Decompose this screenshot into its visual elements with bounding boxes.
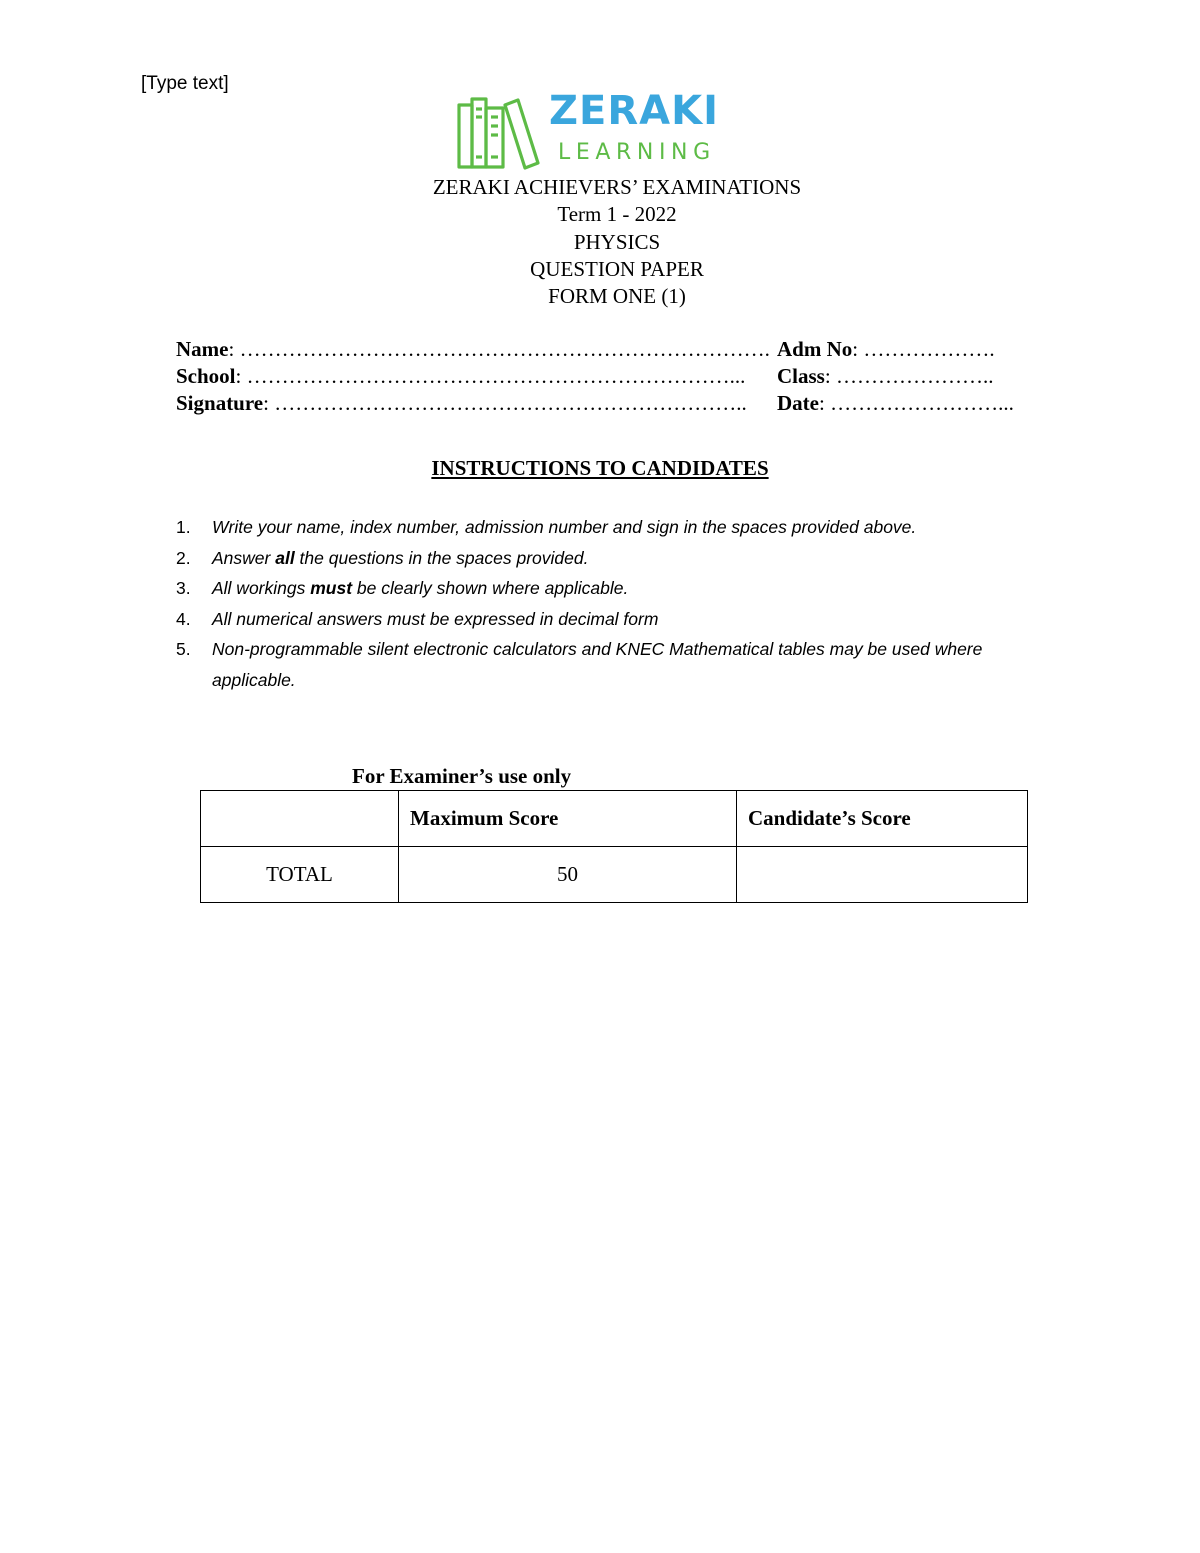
adm-label: Adm No — [777, 337, 853, 361]
instructions-heading: INSTRUCTIONS TO CANDIDATES — [431, 456, 769, 480]
school-row — [176, 363, 1036, 390]
class-dots: : ………………….. — [824, 364, 994, 388]
list-item — [176, 573, 1036, 604]
exam-title-block — [300, 174, 934, 310]
instruction-text: All workings — [212, 578, 311, 598]
name-row — [176, 336, 1036, 363]
item-number: 2. — [176, 547, 191, 568]
instruction-text: Answer — [212, 547, 276, 568]
item-number: 5. — [176, 639, 191, 659]
list-item — [176, 604, 1036, 635]
item-number: 4. — [176, 608, 191, 629]
class-field[interactable] — [777, 363, 993, 390]
list-item — [176, 512, 1036, 543]
zeraki-logo — [456, 88, 746, 173]
empty-header-cell — [201, 791, 399, 847]
emphasis-all: all — [275, 547, 295, 568]
exam-form: FORM ONE (1) — [548, 284, 686, 309]
table-row — [201, 791, 1028, 847]
name-label: Name — [176, 337, 229, 361]
instruction-text: be clearly shown where applicable. — [352, 578, 629, 598]
table-row — [201, 847, 1028, 903]
maximum-score-header: Maximum Score — [399, 791, 737, 847]
name-dots: : …………………………………………………………………. — [228, 337, 770, 361]
school-field[interactable] — [176, 363, 745, 390]
exam-series-title: ZERAKI ACHIEVERS’ EXAMINATIONS — [432, 175, 802, 199]
exam-term: Term 1 - 2022 — [557, 202, 677, 227]
maximum-score-value: 50 — [399, 847, 737, 903]
emphasis-must: must — [310, 578, 353, 598]
school-dots: : ……………………………………………………………... — [235, 364, 746, 388]
instruction-text: All numerical answers must be expressed in decimal form — [212, 608, 659, 629]
adm-dots: : ………………. — [852, 337, 995, 361]
school-label: School — [176, 364, 236, 388]
instruction-text: the questions in the spaces provided. — [294, 547, 589, 568]
item-number: 3. — [176, 578, 191, 598]
instruction-text: Non-programmable silent electronic calculators and KNEC Mathematical tables may be used where applicable. — [212, 639, 983, 690]
class-label: Class — [777, 364, 825, 388]
logo-wordmark: ZERAKI — [549, 88, 719, 134]
instructions-list — [176, 512, 1036, 695]
books-icon — [456, 95, 546, 173]
signature-label: Signature — [176, 391, 264, 415]
score-table — [200, 790, 1028, 903]
adm-field[interactable] — [777, 336, 995, 363]
item-number: 1. — [176, 517, 191, 537]
total-label: TOTAL — [201, 847, 399, 903]
header-placeholder-text: [Type text] — [141, 73, 229, 94]
candidate-score-cell[interactable] — [737, 847, 1028, 903]
examiner-use-label: For Examiner’s use only — [352, 764, 572, 788]
date-field[interactable] — [777, 390, 1014, 417]
date-label: Date — [777, 391, 819, 415]
logo-subtitle: LEARNING — [558, 140, 716, 165]
exam-paper-type: QUESTION PAPER — [530, 256, 704, 281]
instruction-text: Write your name, index number, admission number and sign in the spaces provided above. — [212, 517, 917, 537]
candidate-details — [176, 336, 1036, 417]
name-field[interactable] — [176, 336, 770, 363]
list-item — [176, 634, 1036, 695]
date-dots: : ……………………... — [818, 391, 1014, 415]
signature-field[interactable] — [176, 390, 747, 417]
candidate-score-header: Candidate’s Score — [737, 791, 1028, 847]
signature-row — [176, 390, 1036, 417]
signature-dots: : ………………………………………………………….. — [263, 391, 747, 415]
list-item — [176, 543, 1036, 574]
exam-subject: PHYSICS — [573, 229, 661, 254]
